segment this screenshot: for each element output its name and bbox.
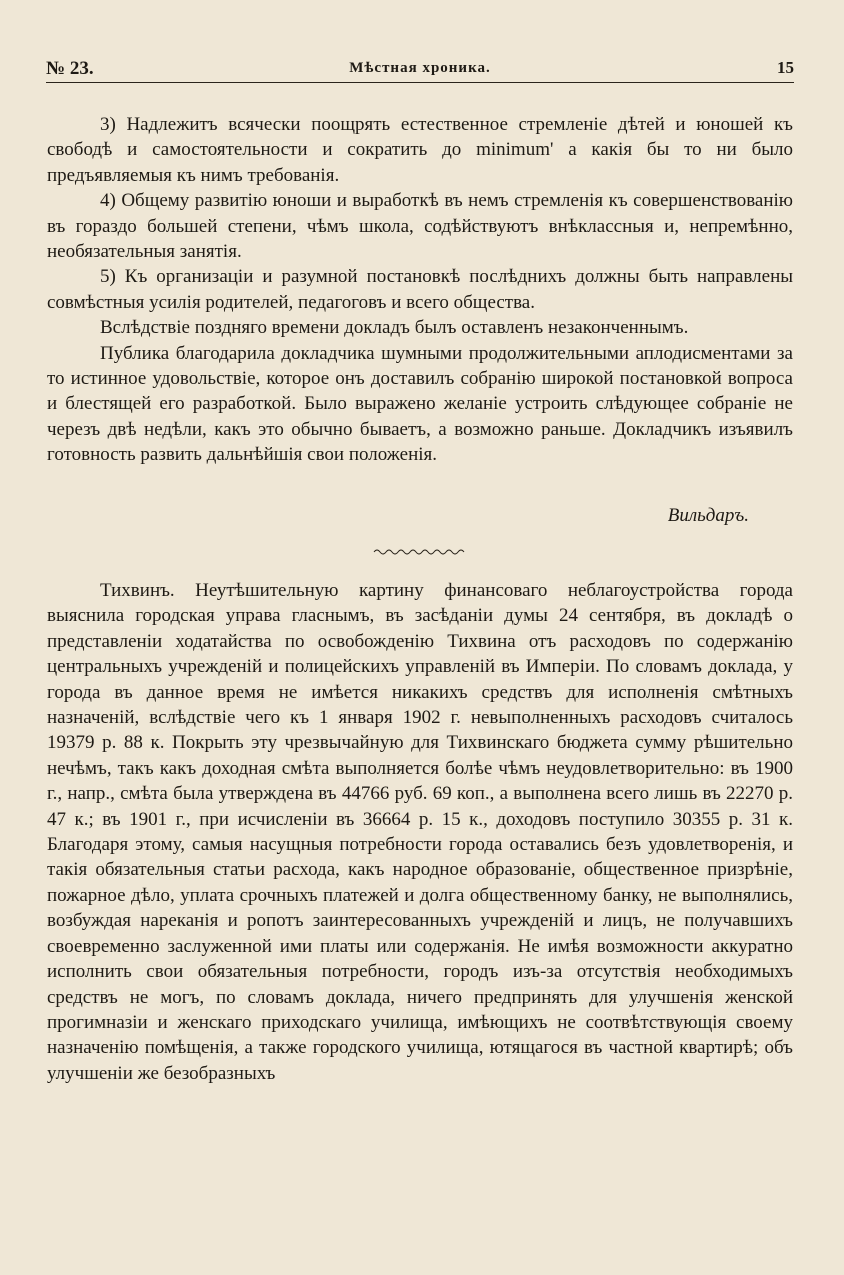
paragraph: Вслѣдствіе поздняго времени докладъ былъ оставленъ незаконченнымъ. <box>100 317 689 339</box>
paragraph: 4) Общему развитію юноши и выработкѣ въ немъ стремленія къ совершенствованію въ гораздо большей степени, чѣмъ школа, содѣйствуютъ внѣклассныя и, непремѣнно, необязательныя занятія. <box>47 190 793 263</box>
paragraph: Публика благодарила докладчика шумными продолжительными аплодисментами за то истинное удовольствіе, которое онъ доставилъ собранію широкой постановкой вопроса и блестящей его разработкой. Было выражено желаніе устроить слѣдующее собраніе не черезъ двѣ недѣли, какъ это обычно бываетъ, а возможно раньше. Докладчикъ изъявилъ готовность развить дальнѣйшія свои положенія. <box>47 342 793 466</box>
paragraph: 5) Къ организаціи и разумной постановкѣ послѣднихъ должны быть направлены совмѣстныя усилія родителей, педагоговъ и всего общества. <box>47 266 793 313</box>
paragraph: Тихвинъ. Неутѣшительную картину финансоваго неблагоустройства города выяснила городская управа гласнымъ, въ засѣданіи думы 24 сентября, въ докладѣ о представленіи ходатайства по освобожденію Тихвина отъ расходовъ по содержанію центральныхъ учрежденій и полицейскихъ управленій въ Имперіи. По словамъ доклада, у города въ данное время не имѣется никакихъ средствъ для исполненія смѣтныхъ назначеній, вслѣдствіе чего къ 1 января 1902 г. невыполненныхъ расходовъ считалось 19379 р. 88 к. Покрыть эту чрезвычайную для Тихвинскаго бюджета сумму рѣшительно нечѣмъ, такъ какъ доходная смѣта выполняется болѣе чѣмъ неудовлетворительно: въ 1900 г., напр., смѣта была утверждена въ 44766 руб. 69 коп., а выполнена всего лишь въ 22270 р. 47 к.; въ 1901 г., при исчисленіи въ 36664 р. 15 к., доходовъ поступило 30355 р. 31 к. Благодаря этому, самыя насущныя потребности города оставались безъ удовлетворенія, и такія обязательныя статьи расхода, какъ народное образованіе, общественное призрѣніе, пожарное дѣло, уплата срочныхъ платежей и долга общественному банку, не выполнялись, возбуждая нареканія и ропотъ заинтересованныхъ учрежденій и лицъ, не получавшихъ своевременно заслуженной ими платы или содержанія. Не имѣя возможности аккуратно исполнить свои обязательныя потребности, городъ изъ-за отсутствія необходимыхъ средствъ не могъ, по словамъ доклада, ничего предпринять для улучшенія женской прогимназіи и женскаго приходскаго училища, имѣющихъ не соотвѣтствующія своему назначенію помѣщенія, а также городского училища, ютящагося въ частной квартирѣ; объ улучшеніи же безобразныхъ <box>47 580 793 1084</box>
header-rule <box>46 82 794 83</box>
issue-number: № 23. <box>46 58 94 79</box>
section-title: Мѣстная хроника. <box>349 60 491 76</box>
running-header <box>46 58 794 84</box>
page-number: 15 <box>777 58 794 77</box>
article-report <box>47 112 793 468</box>
author-signature: Вильдаръ. <box>667 505 749 526</box>
article-tikhvin <box>47 578 793 1086</box>
paragraph: 3) Надлежитъ всячески поощрять естественное стремленіе дѣтей и юношей къ свободѣ и самостоятельности и сократить до minimum' а какія бы то ни было предъявляемыя къ нимъ требованія. <box>47 114 793 186</box>
section-divider <box>372 546 467 558</box>
